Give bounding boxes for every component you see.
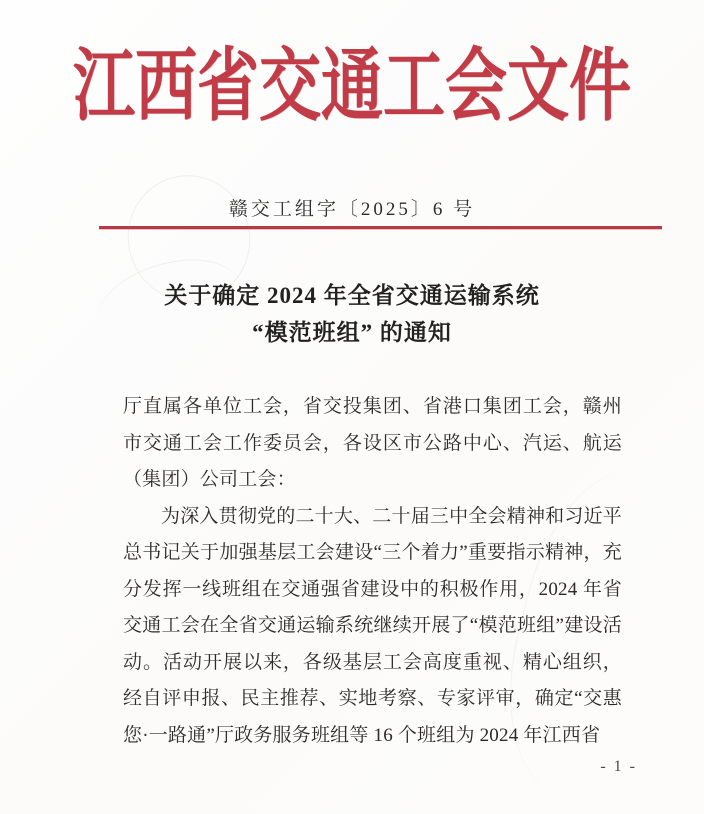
notice-title-line1: 关于确定 2024 年全省交通运输系统 xyxy=(164,283,540,308)
page-number: - 1 - xyxy=(600,758,637,775)
org-masthead-title: 江西省交通工会文件 xyxy=(72,43,631,131)
doc-reference-number: 赣交工组字〔2025〕6 号 xyxy=(228,199,476,220)
document-body xyxy=(123,389,622,754)
notice-title-line2: “模范班组” 的通知 xyxy=(252,320,452,345)
salutation-paragraph: 厅直属各单位工会，省交投集团、省港口集团工会，赣州市交通工会工作委员会，各设区市公路中心、汽运、航运（集团）公司工会： xyxy=(123,396,622,490)
red-separator-rule xyxy=(99,226,662,229)
main-paragraph: 为深入贯彻党的二十大、二十届三中全会精神和习近平总书记关于加强基层工会建设“三个着力”重要指示精神，充分发挥一线班组在交通强省建设中的积极作用，2024 年省交通工会在全省交通运输系统继续开展了“模范班组”建设活动。活动开展以来，各级基层工会高度重视、精心组织，经自评申报、民主推荐、实地考察、专家评审，确定“交惠您·一路通”厅政务服务班组等 16 个班组为 2024 年江西省 xyxy=(123,505,622,746)
notice-title xyxy=(0,277,704,351)
